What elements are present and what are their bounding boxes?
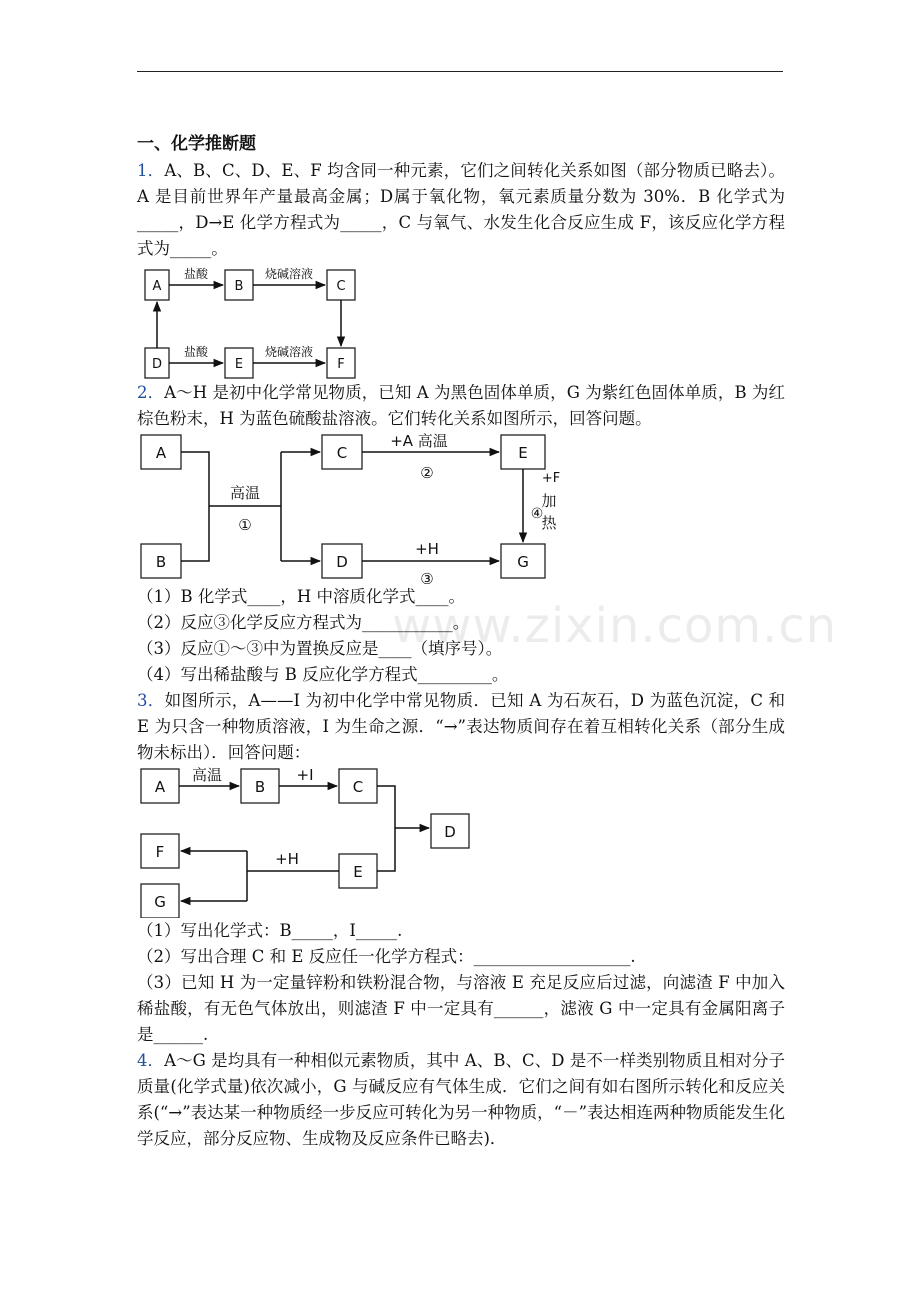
q3-cond-plus-i: +I: [296, 766, 314, 784]
q2-reaction-4: ④: [530, 506, 544, 522]
q3-sub-3: （3）已知 H 为一定量锌粉和铁粉混合物，与溶液 E 充足反应后过滤，向滤渣 F 中加入稀盐酸，有无色气体放出，则滤渣 F 中一定具有______，滤液 G 中一定具有金属阳离子是______.: [137, 973, 785, 1044]
question-number: 3．: [137, 691, 165, 710]
q1-reagent-bot-acid: 盐酸: [183, 345, 209, 359]
q1-label-c: C: [336, 279, 346, 294]
question-1: [137, 158, 785, 262]
q1-reagent-top-base: 烧碱溶液: [264, 267, 314, 281]
section-title: 一、化学推断题: [137, 134, 256, 154]
header-rule: [137, 71, 783, 72]
q2-label-e: E: [518, 444, 528, 462]
question-number: 1．: [137, 161, 165, 180]
q2-label-a: A: [155, 444, 167, 462]
q2-sub-3: （3）反应①～③中为置换反应是____（填序号）。: [137, 639, 503, 658]
q3-label-c: C: [352, 778, 364, 796]
q3-sub-2: （2）写出合理 C 和 E 反应任一化学方程式：___________________.: [137, 947, 636, 966]
watermark: www.zixin.com.cn: [392, 598, 838, 654]
q2-cond-re: 热: [541, 514, 557, 532]
q2-cond-plus-h: +H: [415, 540, 439, 558]
q1-diagram: [137, 262, 367, 380]
q3-label-f: F: [155, 843, 165, 861]
question-number: 2．: [137, 383, 165, 402]
q1-reagent-bot-base: 烧碱溶液: [264, 345, 314, 359]
q2-sub-2: （2）反应③化学反应方程式为___________。: [137, 613, 470, 632]
question-3: [137, 688, 785, 766]
q3-diagram: [137, 766, 477, 918]
q1-reagent-top-acid: 盐酸: [183, 267, 209, 281]
q3-sub-1: （1）写出化学式：B_____，I_____.: [137, 921, 403, 940]
q3-cond-gaowen: 高温: [191, 766, 223, 784]
q2-label-d: D: [336, 553, 348, 571]
q2-reaction-2: ②: [420, 464, 434, 482]
q3-label-d: D: [444, 823, 456, 841]
q2-reaction-1: ①: [238, 516, 252, 534]
question-4: [137, 1048, 785, 1152]
q2-label-g: G: [517, 553, 529, 571]
question-text: A、B、C、D、E、F 均含同一种元素，它们之间转化关系如图（部分物质已略去）。A 是目前世界年产量最高金属；D属于氧化物，氧元素质量分数为 30%．B 化学式为_____，D→E 化学方程式为_____，C 与氧气、水发生化合反应生成 F，该反应化学方程式为_____。: [137, 161, 785, 258]
q2-cond-gaowen: 高温: [229, 484, 261, 502]
q3-label-e: E: [353, 863, 363, 881]
q2-diagram: [137, 432, 567, 584]
q2-cond-plus-f: +F: [541, 471, 561, 486]
question-number: 4．: [137, 1051, 165, 1070]
q3-label-b: B: [254, 778, 266, 796]
q3-label-a: A: [154, 778, 166, 796]
question-2: [137, 380, 785, 432]
q1-label-d: D: [151, 357, 163, 372]
q2-label-b: B: [155, 553, 167, 571]
q1-label-e: E: [234, 357, 244, 372]
question-text: A～H 是初中化学常见物质，已知 A 为黑色固体单质，G 为紫红色固体单质，B 为红棕色粉末，H 为蓝色硫酸盐溶液。它们转化关系如图所示，回答问题。: [137, 383, 785, 428]
q3-cond-plus-h: +H: [275, 850, 299, 868]
q2-sub-4: （4）写出稀盐酸与 B 反应化学方程式_________。: [137, 665, 509, 684]
q1-label-a: A: [152, 279, 162, 294]
q2-label-c: C: [336, 444, 348, 462]
q1-label-b: B: [234, 279, 244, 294]
q2-cond-a-gaowen: +A 高温: [390, 432, 448, 450]
q3-label-g: G: [154, 893, 166, 911]
question-text: 如图所示，A——I 为初中化学中常见物质．已知 A 为石灰石，D 为蓝色沉淀，C 和 E 为只含一种物质溶液，I 为生命之源．“→”表达物质间存在着互相转化关系（部分生成物未标出）．回答问题：: [137, 691, 785, 762]
q2-sub-1: （1）B 化学式____，H 中溶质化学式____。: [137, 587, 466, 606]
question-text: A～G 是均具有一种相似元素物质，其中 A、B、C、D 是不一样类别物质且相对分子质量(化学式量)依次减小，G 与碱反应有气体生成．它们之间有如右图所示转化和反应关系(“→”表达某一种物质经一步反应可转化为另一种物质，“－”表达相连两种物质能发生化学反应，部分反应物、生成物及反应条件已略去)．: [137, 1051, 786, 1148]
q1-label-f: F: [337, 357, 345, 372]
q2-reaction-3: ③: [420, 570, 434, 584]
q2-cond-jia: 加: [541, 492, 557, 510]
